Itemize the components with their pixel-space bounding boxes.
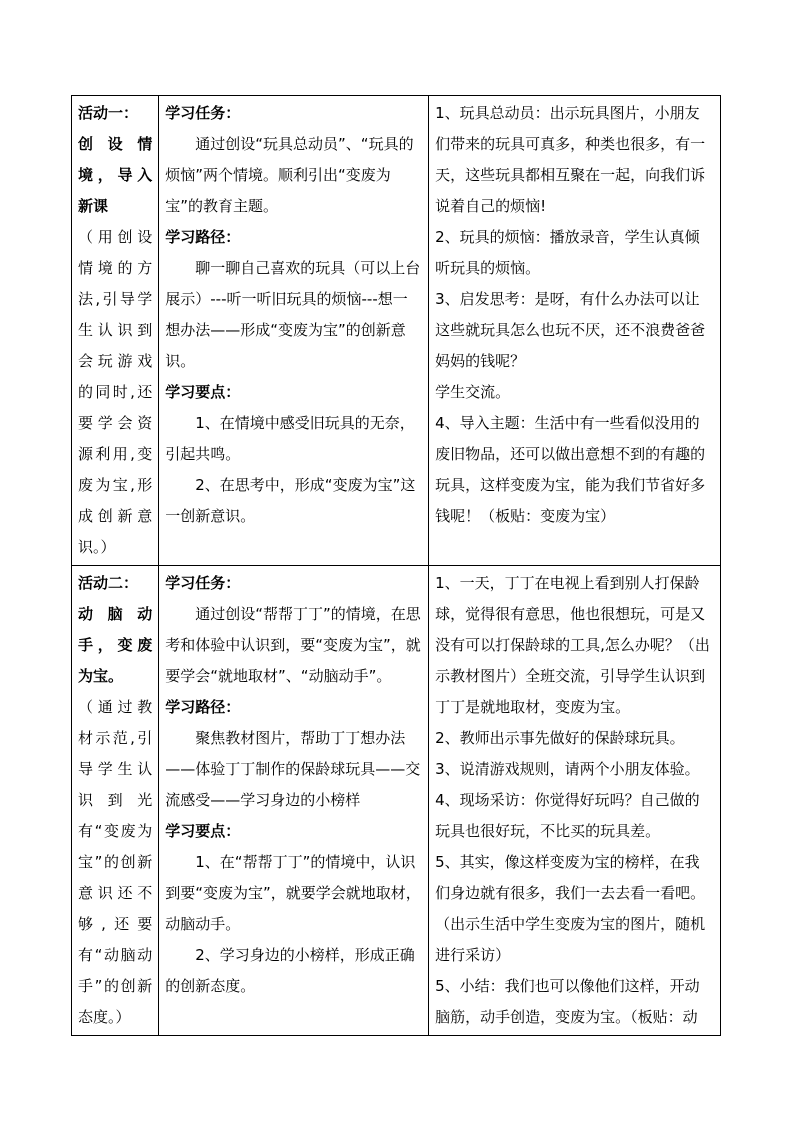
step-item: 2、玩具的烦恼：播放录音，学生认真倾听玩具的烦恼。 bbox=[435, 228, 700, 277]
path-text: 聚焦教材图片，帮助丁丁想办法——体验丁丁制作的保龄球玩具——交流感受——学习身边的小榜样 bbox=[165, 729, 421, 809]
teaching-steps-cell bbox=[429, 96, 721, 566]
step-item: 1、玩具总动员：出示玩具图片，小朋友们带来的玩具可真多，种类也很多，有一天，这些玩具都相互聚在一起，向我们诉说着自己的烦恼! bbox=[435, 104, 706, 215]
step-item: 4、现场采访：你觉得好玩吗？自己做的玩具也很好玩，不比买的玩具差。 bbox=[435, 791, 700, 840]
learning-design-cell bbox=[159, 96, 429, 566]
step-item: 5、其实，像这样变废为宝的榜样，在我们身边就有很多，我们一去去看一看吧。（出示生活中学生变废为宝的图片，随机进行采访） bbox=[435, 853, 706, 964]
step-item: 1、一天，丁丁在电视上看到别人打保龄球，觉得很有意思，他也很想玩，可是又没有可以打保龄球的工具,怎么办呢？（出示教材图片）全班交流，引导学生认识到丁丁是就地取材，变废为宝。 bbox=[435, 574, 710, 716]
activity-note: （通过教材示范,引导学生认识到光有“变废为宝”的创新意识还不够,还要有“动脑动手”的创新态度。） bbox=[78, 698, 153, 1026]
point-item: 1、在“帮帮丁丁”的情境中，认识到要“变废为宝”，就要学会就地取材，动脑动手。 bbox=[165, 853, 421, 933]
table-row-activity-1 bbox=[72, 96, 721, 566]
activity-title: 活动一： bbox=[78, 104, 139, 122]
points-heading: 学习要点： bbox=[165, 383, 241, 401]
step-item: 学生交流。 bbox=[435, 383, 511, 401]
task-text: 通过创设“帮帮丁丁”的情境，在思考和体验中认识到，要“变废为宝”，就要学会“就地取材”、“动脑动手”。 bbox=[165, 605, 421, 685]
task-heading: 学习任务： bbox=[165, 104, 241, 122]
activity-name: 创设情境，导入新课 bbox=[78, 135, 153, 215]
point-item: 1、在情境中感受旧玩具的无奈，引起共鸣。 bbox=[165, 414, 415, 463]
point-item: 2、学习身边的小榜样，形成正确的创新态度。 bbox=[165, 946, 415, 995]
lesson-plan-table bbox=[71, 95, 721, 1036]
step-item: 2、教师出示事先做好的保龄球玩具。 bbox=[435, 729, 685, 747]
step-item: 4、导入主题：生活中有一些看似没用的废旧物品，还可以做出意想不到的有趣的玩具，这样变废为宝，能为我们节省好多钱呢！（板贴：变废为宝） bbox=[435, 414, 706, 525]
path-heading: 学习路径： bbox=[165, 228, 241, 246]
teaching-steps-cell bbox=[429, 566, 721, 1036]
step-item: 5、小结：我们也可以像他们这样，开动脑筋，动手创造，变废为宝。（板贴：动 bbox=[435, 977, 700, 1026]
task-heading: 学习任务： bbox=[165, 574, 241, 592]
step-item: 3、启发思考：是呀，有什么办法可以让这些就玩具怎么也玩不厌，还不浪费爸爸妈妈的钱呢？ bbox=[435, 290, 706, 370]
activity-cell bbox=[72, 566, 159, 1036]
activity-title: 活动二： bbox=[78, 574, 139, 592]
path-text: 聊一聊自己喜欢的玩具（可以上台展示）---听一听旧玩具的烦恼---想一想办法——形成“变废为宝”的创新意识。 bbox=[165, 259, 421, 370]
task-text: 通过创设“玩具总动员”、“玩具的烦恼”两个情境。顺利引出“变废为宝”的教育主题。 bbox=[165, 135, 414, 215]
activity-name: 动脑动手，变废为宝。 bbox=[78, 605, 153, 685]
point-item: 2、在思考中，形成“变废为宝”这一创新意识。 bbox=[165, 476, 416, 525]
path-heading: 学习路径： bbox=[165, 698, 241, 716]
points-heading: 学习要点： bbox=[165, 822, 241, 840]
step-item: 3、说清游戏规则，请两个小朋友体验。 bbox=[435, 760, 700, 778]
learning-design-cell bbox=[159, 566, 429, 1036]
activity-cell bbox=[72, 96, 159, 566]
activity-note: （用创设情境的方法,引导学生认识到会玩游戏的同时,还要学会资源利用,变废为宝,形成创新意识。） bbox=[78, 228, 153, 556]
table-row-activity-2 bbox=[72, 566, 721, 1036]
